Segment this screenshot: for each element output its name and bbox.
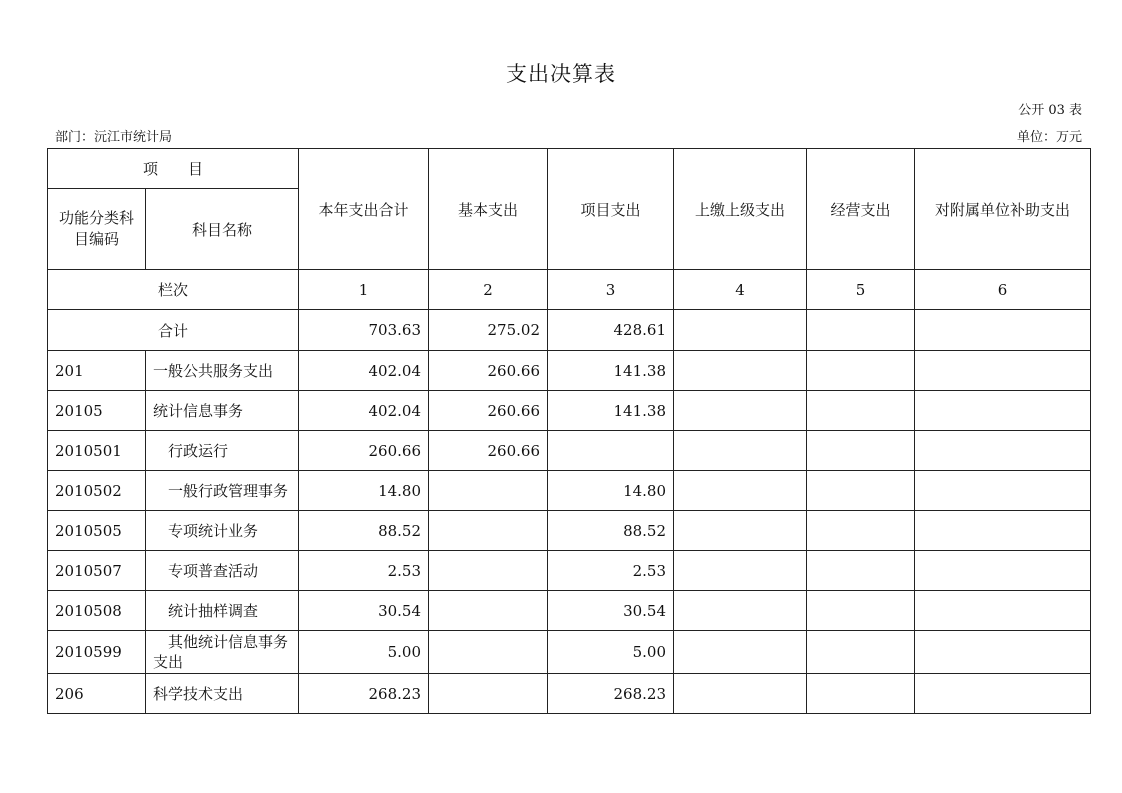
row-value: 260.66 <box>429 351 548 391</box>
column-index-label: 栏次 <box>48 270 299 310</box>
row-name: 专项统计业务 <box>146 511 299 551</box>
row-code: 2010502 <box>48 471 146 511</box>
row-value: 30.54 <box>299 591 429 631</box>
row-value <box>674 631 807 674</box>
row-value <box>674 351 807 391</box>
row-code: 201 <box>48 351 146 391</box>
row-value <box>674 551 807 591</box>
table-row <box>48 391 1091 431</box>
header-col-total: 本年支出合计 <box>299 149 429 270</box>
row-name: 统计信息事务 <box>146 391 299 431</box>
column-index-4: 4 <box>674 270 807 310</box>
row-value <box>429 471 548 511</box>
row-value <box>915 511 1091 551</box>
total-value: 428.61 <box>548 310 674 351</box>
row-code: 20105 <box>48 391 146 431</box>
row-value: 5.00 <box>548 631 674 674</box>
row-value: 260.66 <box>299 431 429 471</box>
row-value <box>548 431 674 471</box>
table-row <box>48 631 1091 674</box>
header-col-project: 项目支出 <box>548 149 674 270</box>
total-label: 合计 <box>48 310 299 351</box>
row-value <box>915 674 1091 714</box>
row-value <box>915 631 1091 674</box>
row-value: 260.66 <box>429 431 548 471</box>
header-col-subsidy: 对附属单位补助支出 <box>915 149 1091 270</box>
row-name-line-2: 支出 <box>153 653 184 671</box>
row-value: 268.23 <box>548 674 674 714</box>
total-value <box>915 310 1091 351</box>
row-code: 2010501 <box>48 431 146 471</box>
row-value: 88.52 <box>548 511 674 551</box>
row-name: 科学技术支出 <box>146 674 299 714</box>
row-value <box>429 551 548 591</box>
row-value <box>807 391 915 431</box>
table-row <box>48 551 1091 591</box>
row-name: 统计抽样调查 <box>146 591 299 631</box>
total-value <box>807 310 915 351</box>
row-value: 141.38 <box>548 351 674 391</box>
total-value <box>674 310 807 351</box>
row-name: 专项普查活动 <box>146 551 299 591</box>
row-value <box>674 391 807 431</box>
row-name-line-1: 其他统计信息事务 <box>168 633 289 651</box>
header-col-basic: 基本支出 <box>429 149 548 270</box>
row-value <box>674 431 807 471</box>
column-index-row <box>48 270 1091 310</box>
row-value: 88.52 <box>299 511 429 551</box>
row-value <box>429 674 548 714</box>
column-index-2: 2 <box>429 270 548 310</box>
row-value: 260.66 <box>429 391 548 431</box>
header-col-remit: 上缴上级支出 <box>674 149 807 270</box>
table-row <box>48 351 1091 391</box>
row-name: 行政运行 <box>146 431 299 471</box>
row-value <box>674 591 807 631</box>
row-value: 268.23 <box>299 674 429 714</box>
row-value <box>915 591 1091 631</box>
header-row-1 <box>48 149 1091 189</box>
row-code: 206 <box>48 674 146 714</box>
row-value: 14.80 <box>548 471 674 511</box>
row-value: 14.80 <box>299 471 429 511</box>
table-row <box>48 431 1091 471</box>
column-index-3: 3 <box>548 270 674 310</box>
row-value: 30.54 <box>548 591 674 631</box>
row-value <box>807 351 915 391</box>
row-value <box>915 351 1091 391</box>
table-row <box>48 674 1091 714</box>
table-row <box>48 471 1091 511</box>
header-project: 项 目 <box>48 149 299 189</box>
column-index-6: 6 <box>915 270 1091 310</box>
total-value: 703.63 <box>299 310 429 351</box>
row-code: 2010599 <box>48 631 146 674</box>
row-name: 一般公共服务支出 <box>146 351 299 391</box>
row-value <box>807 431 915 471</box>
row-value: 141.38 <box>548 391 674 431</box>
row-value: 2.53 <box>548 551 674 591</box>
row-value <box>674 511 807 551</box>
total-row <box>48 310 1091 351</box>
row-value <box>915 471 1091 511</box>
row-value <box>674 674 807 714</box>
row-value <box>429 511 548 551</box>
unit-label: 单位：万元 <box>1016 130 1082 145</box>
row-value <box>915 391 1091 431</box>
row-value: 2.53 <box>299 551 429 591</box>
row-value <box>807 551 915 591</box>
row-value <box>807 674 915 714</box>
row-value <box>915 551 1091 591</box>
row-value <box>429 631 548 674</box>
row-value <box>807 511 915 551</box>
header-col-business: 经营支出 <box>807 149 915 270</box>
row-value: 402.04 <box>299 391 429 431</box>
column-index-1: 1 <box>299 270 429 310</box>
column-index-5: 5 <box>807 270 915 310</box>
header-code: 功能分类科目编码 <box>48 189 146 270</box>
department-label: 部门：沅江市统计局 <box>55 130 173 145</box>
row-value <box>807 471 915 511</box>
row-value <box>915 431 1091 471</box>
form-number: 公开 03 表 <box>1018 103 1082 118</box>
row-value <box>807 591 915 631</box>
header-name: 科目名称 <box>146 189 299 270</box>
row-code: 2010507 <box>48 551 146 591</box>
page-title: 支出决算表 <box>506 62 616 86</box>
total-value: 275.02 <box>429 310 548 351</box>
row-value <box>674 471 807 511</box>
row-code: 2010505 <box>48 511 146 551</box>
row-value <box>429 591 548 631</box>
row-name <box>146 631 299 674</box>
row-value: 5.00 <box>299 631 429 674</box>
row-name: 一般行政管理事务 <box>146 471 299 511</box>
table-row <box>48 511 1091 551</box>
row-value <box>807 631 915 674</box>
row-value: 402.04 <box>299 351 429 391</box>
expenditure-table <box>47 148 1091 714</box>
row-code: 2010508 <box>48 591 146 631</box>
table-row <box>48 591 1091 631</box>
